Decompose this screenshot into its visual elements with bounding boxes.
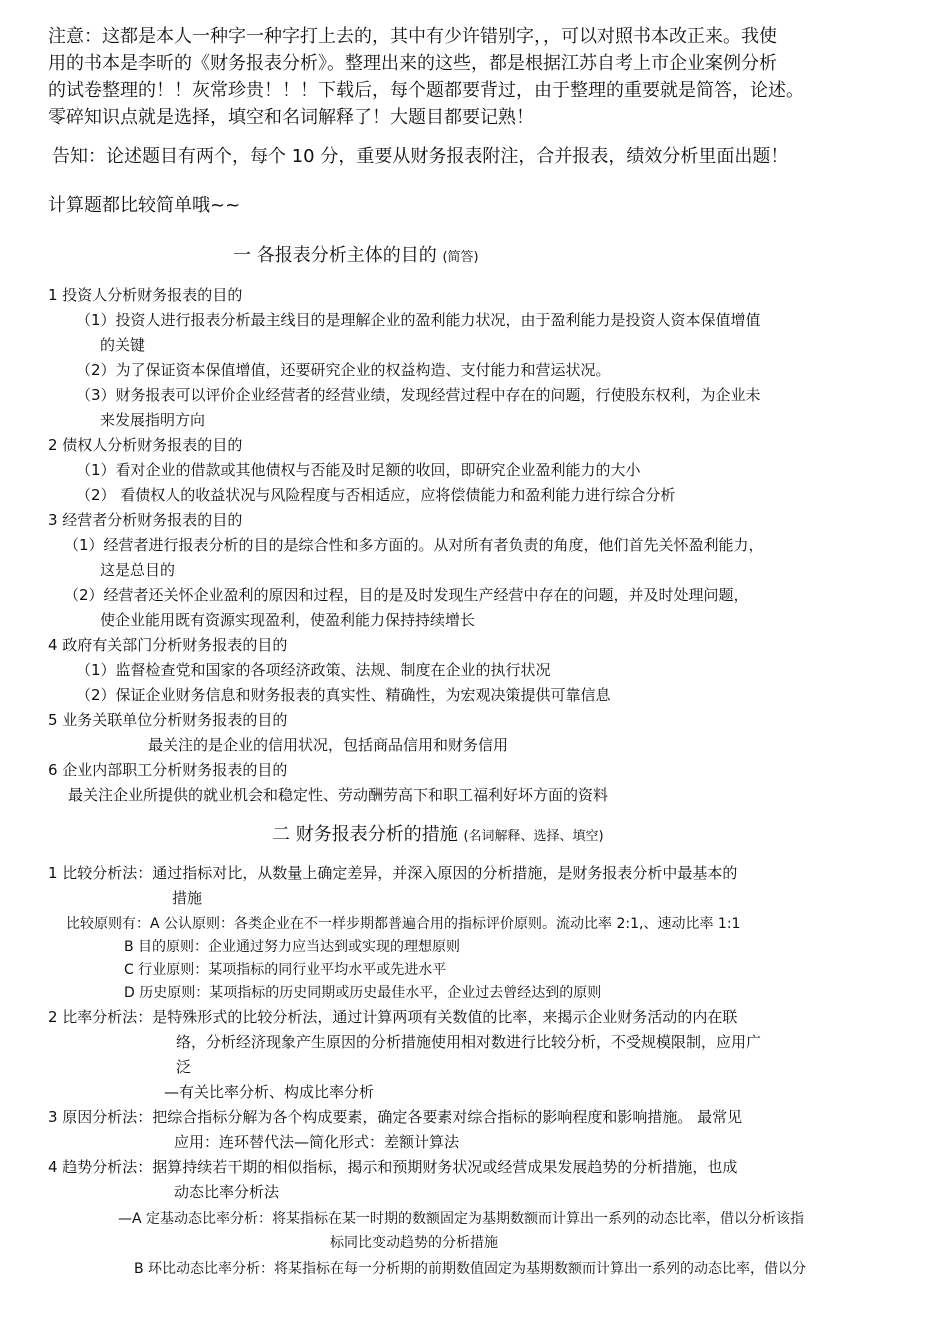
s2-line-3: 比较原则有：A 公认原则：各类企业在不一样步期都普遍合用的指标评价原则。流动比率 2:1,、速动比率 1:1 (66, 916, 741, 932)
s2-line-10: —有关比率分析、构成比率分析 (164, 1083, 375, 1101)
s1-line-7: 2 债权人分析财务报表的目的 (48, 436, 243, 454)
s1-line-3: 的关键 (100, 336, 146, 354)
s2-line-15: —A 定基动态比率分析：将某指标在某一时期的数额固定为基期数额而计算出一系列的动态比率，借以分析该指 (118, 1211, 805, 1227)
s1-line-12: 这是总目的 (100, 561, 176, 579)
s1-line-8: （1）看对企业的借款或其他债权与否能及时足额的收回，即研究企业盈利能力的大小 (76, 461, 641, 479)
s1-line-18: 5 业务关联单位分析财务报表的目的 (48, 711, 288, 729)
section1-title (233, 241, 479, 267)
s2-line-17: B 环比动态比率分析：将某指标在每一分析期的前期数值固定为基期数额而计算出一系列的动态比率，借以分 (134, 1261, 807, 1277)
s2-line-1: 1 比较分析法：通过指标对比，从数量上确定差异，并深入原因的分析措施，是财务报表分析中最基本的 (48, 864, 738, 882)
s1-line-9: （2） 看债权人的收益状况与风险程度与否相适应，应将偿债能力和盈利能力进行综合分析 (76, 486, 676, 504)
s1-line-5: （3）财务报表可以评价企业经营者的经营业绩，发现经营过程中存在的问题，行使股东权利，为企业未 (76, 386, 761, 404)
s2-line-13: 4 趋势分析法：据算持续若干期的相似指标，揭示和预期财务状况或经营成果发展趋势的分析措施，也成 (48, 1158, 738, 1176)
s1-line-15: 4 政府有关部门分析财务报表的目的 (48, 636, 288, 654)
section2-title-text: 二 财务报表分析的措施 (272, 824, 458, 845)
s2-line-8: 络，分析经济现象产生原因的分析措施使用相对数进行比较分析，不受规模限制，应用广 (176, 1033, 762, 1051)
s1-line-13: （2）经营者还关怀企业盈利的原因和过程，目的是及时发现生产经营中存在的问题，并及时处理问题， (64, 586, 749, 604)
calc-note: 计算题都比较简单哦~~ (48, 195, 241, 216)
s2-line-12: 应用：连环替代法—简化形式：差额计算法 (174, 1133, 460, 1151)
s1-line-1: 1 投资人分析财务报表的目的 (48, 286, 243, 304)
announcement: 告知：论述题目有两个，每个 10 分，重要从财务报表附注，合并报表，绩效分析里面出题！ (52, 146, 789, 167)
s1-line-4: （2）为了保证资本保值增值，还要研究企业的权益构造、支付能力和营运状况。 (76, 361, 611, 379)
s1-line-17: （2）保证企业财务信息和财务报表的真实性、精确性，为宏观决策提供可靠信息 (76, 686, 611, 704)
s2-line-9: 泛 (176, 1058, 192, 1076)
section1-title-text: 一 各报表分析主体的目的 (233, 245, 437, 266)
s1-line-14: 使企业能用既有资源实现盈利，使盈利能力保持持续增长 (100, 611, 476, 629)
s1-line-11: （1）经营者进行报表分析的目的是综合性和多方面的。从对所有者负责的角度，他们首先关怀盈利能力， (64, 536, 764, 554)
s1-line-19: 最关注的是企业的信用状况，包括商品信用和财务信用 (148, 736, 509, 754)
s2-line-5: C 行业原则：某项指标的同行业平均水平或先进水平 (124, 962, 447, 978)
s1-line-2: （1）投资人进行报表分析最主线目的是理解企业的盈利能力状况，由于盈利能力是投资人资本保值增值 (76, 311, 761, 329)
s1-line-10: 3 经营者分析财务报表的目的 (48, 511, 243, 529)
s1-line-21: 最关注企业所提供的就业机会和稳定性、劳动酬劳高下和职工福利好坏方面的资料 (68, 786, 609, 804)
s2-line-4: B 目的原则：企业通过努力应当达到或实现的理想原则 (124, 939, 461, 955)
section2-tag: (名词解释、选择、填空) (463, 829, 604, 844)
s2-line-11: 3 原因分析法：把综合指标分解为各个构成要素，确定各要素对综合指标的影响程度和影响措施。 最常见 (48, 1108, 743, 1126)
s2-line-14: 动态比率分析法 (174, 1183, 280, 1201)
section1-tag: (简答) (442, 250, 479, 265)
notice-line-2: 用的书本是李昕的《财务报表分析》。整理出来的这些，都是根据江苏自考上市企业案例分析 (48, 53, 777, 74)
s2-line-6: D 历史原则：某项指标的历史同期或历史最佳水平，企业过去曾经达到的原则 (124, 985, 602, 1001)
notice-line-3: 的试卷整理的！！灰常珍贵！！！下载后，每个题都要背过，由于整理的重要就是简答，论述。 (48, 80, 804, 101)
s2-line-2: 措施 (172, 889, 203, 907)
s1-line-16: （1）监督检查党和国家的各项经济政策、法规、制度在企业的执行状况 (76, 661, 551, 679)
s2-line-7: 2 比率分析法：是特殊形式的比较分析法，通过计算两项有关数值的比率，来揭示企业财务活动的内在联 (48, 1008, 738, 1026)
s1-line-20: 6 企业内部职工分析财务报表的目的 (48, 761, 288, 779)
notice-line-4: 零碎知识点就是选择，填空和名词解释了！大题目都要记熟！ (48, 107, 534, 128)
s2-line-16: 标同比变动趋势的分析措施 (330, 1235, 498, 1251)
section2-title (272, 820, 604, 846)
notice-line-1: 注意：这都是本人一种字一种字打上去的，其中有少许错别字，，可以对照书本改正来。我使 (48, 26, 777, 47)
s1-line-6: 来发展指明方向 (100, 411, 206, 429)
